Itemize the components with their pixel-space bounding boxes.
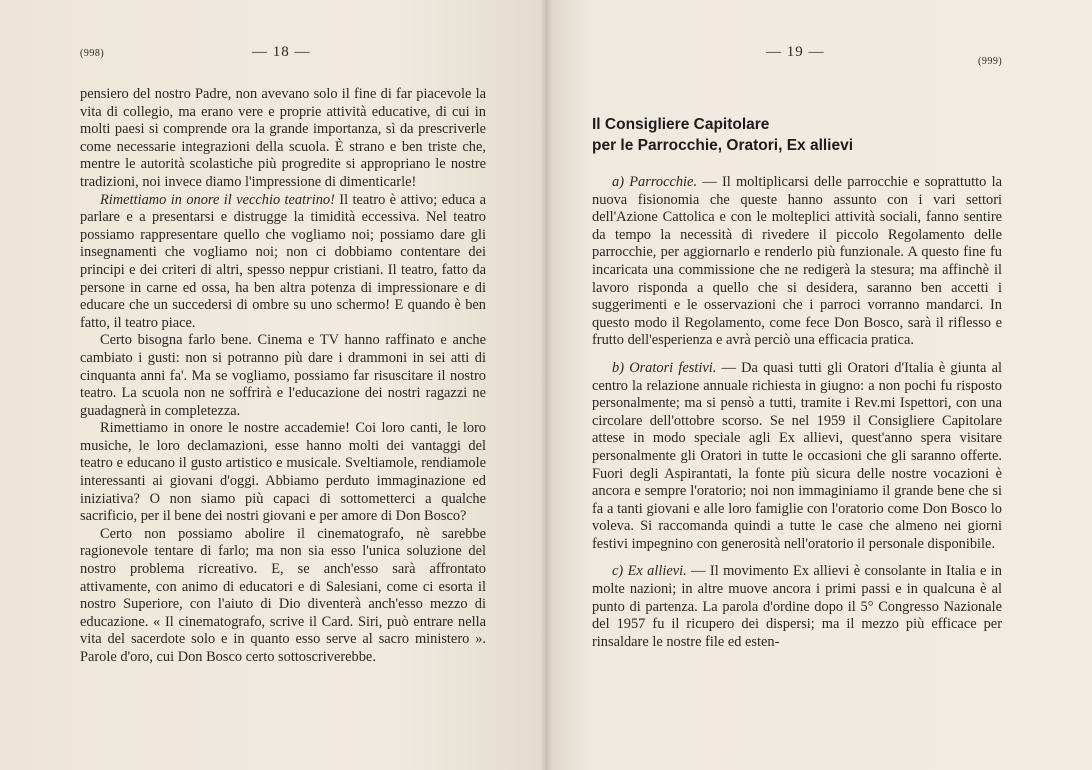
left-paragraph-4 [80,420,486,526]
section-title [592,114,1032,156]
right-page-number: — 19 — [766,44,825,60]
paragraph-intro: c) Ex allievi. [612,563,687,580]
paragraph-text: pensiero del nostro Padre, non avevano solo il fine di far piacevole la vita di collegio, ma erano vere e proprie attività educative, di cui in molti paesi si comprende ora la grande importanza, sì da prescriverle come necessarie integrazioni della scuola. È strano e ben triste che, mentre le autorità scolastiche più progredite si appropriano le nostre tradizioni, noi invece diamo l'impressione di dimenticarle! [80,86,486,190]
right-header-code: (999) [978,56,1003,67]
paragraph-text: Certo bisogna farlo bene. Cinema e TV hanno raffinato e anche cambiato i gusti: non si potranno più dare i drammoni in sei atti di cinquanta anni fa'. Ma se vogliamo, possiamo far risuscitare il nostro teatro. La scuola non ne soffrirà e l'educazione dei nostri ragazzi ne guadagnerà in completezza. [80,332,486,419]
paragraph-text: — Il moltiplicarsi delle parrocchie e soprattutto la nuova fisionomia che queste hanno assunto con i vari settori dell'Azione Cattolica e con le molteplici attività sociali, fanno sentire da tempo la necessità di rivedere il piccolo Regolamento delle parrocchie, per aggiornarlo e renderlo più funzionale. A questo fine fu incaricata una commissione che ne redigerà la stesura; ma affinchè il lavoro risponda a quello che si desidera, saranno ben accetti i suggerimenti e le osservazioni che i parroci vorranno mandarci. In questo modo il Regolamento, come fece Don Bosco, sarà il riflesso e frutto dell'esperienza e avrà perciò una efficacia pratica. [592,174,1002,349]
left-page-number: — 18 — [252,44,311,60]
left-body-text [80,86,486,667]
paragraph-text: Rimettiamo in onore le nostre accademie! Coi loro canti, le loro musiche, le loro declamazioni, esse hanno molti dei vantaggi del teatro e educano il gusto artistico e musicale. Sveltiamole, rendiamole interessanti ai giovani d'oggi. Abbiamo perduto immaginazione ed iniziativa? O non siamo più capaci di sottometterci a qualche sacrificio, per il bene dei nostri giovani e per amore di Don Bosco? [80,420,486,525]
left-paragraph-1 [80,86,486,192]
paragraph-text: Certo non possiamo abolire il cinematografo, nè sarebbe ragionevole tentare di farlo; ma non sia esso l'unica soluzione del nostro problema ricreativo. E, se anch'esso sarà affrontato attivamente, con animo di educatori e di Salesiani, come ci esorta il nostro Superiore, con l'aiuto di Dio diventerà anch'esso mezzo di educazione. « Il cinematografo, scrive il Card. Siri, può entrare nella vita del sacerdote solo e in quanto esso serve al sacro ministero ». Parole d'oro, cui Don Bosco certo sottoscriverebbe. [80,525,486,665]
paragraph-intro: b) Oratori festivi. [612,359,717,376]
section-title-line-1: Il Consigliere Capitolare [592,116,770,133]
paragraph-text: — Da quasi tutti gli Oratori d'Italia è giunta al centro la relazione annuale richiesta in giugno: a non pochi fu risposto personalmente; ma si pensò a tutti, tramite i Rev.mi Ispettori, con una circolare dell'ottobre scorso. Se nel 1959 il Consigliere Capitolare attese in modo speciale agli Ex allievi, quest'anno spera visitare personalmente gli Oratori in tutte le occasioni che gli saranno offerte. Fuori degli Aspirantati, la fonte più sicura delle nostre vocazioni è ancora e sempre l'oratorio; noi non immaginiamo il grande bene che si fa a tanti giovani e alle loro famiglie con l'oratorio come Don Bosco lo voleva. Si raccomanda quindi a tutte le case che almeno nei giorni festivi impegnino con generosità nell'oratorio il personale disponibile. [592,359,1002,552]
book-gutter [540,0,552,770]
left-paragraph-5 [80,526,486,667]
paragraph-text: Il teatro è attivo; educa a parlare e a presentarsi e distrugge la timidità eccessiva. Nel teatro possiamo rappresentare quello che vogliamo noi; possiamo dare gli insegnamenti che vogliamo noi; non ci dobbiamo contentare dei principi e dei criteri di altri, spesso neppur cristiani. Il teatro, fatto da persone in carne ed ossa, ha ben altra potenza di impressionare e di educare che un succedersi di ombre su uno schermo! E quando è ben fatto, il teatro piace. [80,191,486,331]
right-paragraph-c [592,563,1002,651]
right-paragraph-b [592,360,1002,554]
left-paragraph-3 [80,332,486,420]
left-paragraph-2 [80,192,486,333]
right-body-text [592,174,1002,651]
paragraph-intro: a) Parrocchie. [612,174,698,190]
paragraph-text: — Il movimento Ex allievi è consolante in Italia e in molte nazioni; in altre muove ancora i primi passi e in qualcuna è al punto di partenza. La parola d'ordine dopo il 5° Congresso Nazionale del 1957 fu il ricupero dei dispersi; ma il mezzo più efficace per rinsaldare le nostre file ed esten- [592,563,1002,650]
left-header-code: (998) [80,48,105,59]
section-title-line-2: per le Parrocchie, Oratori, Ex allievi [592,137,854,154]
paragraph-intro: Rimettiamo in onore il vecchio teatrino! [100,191,335,208]
right-paragraph-a [592,174,1002,350]
